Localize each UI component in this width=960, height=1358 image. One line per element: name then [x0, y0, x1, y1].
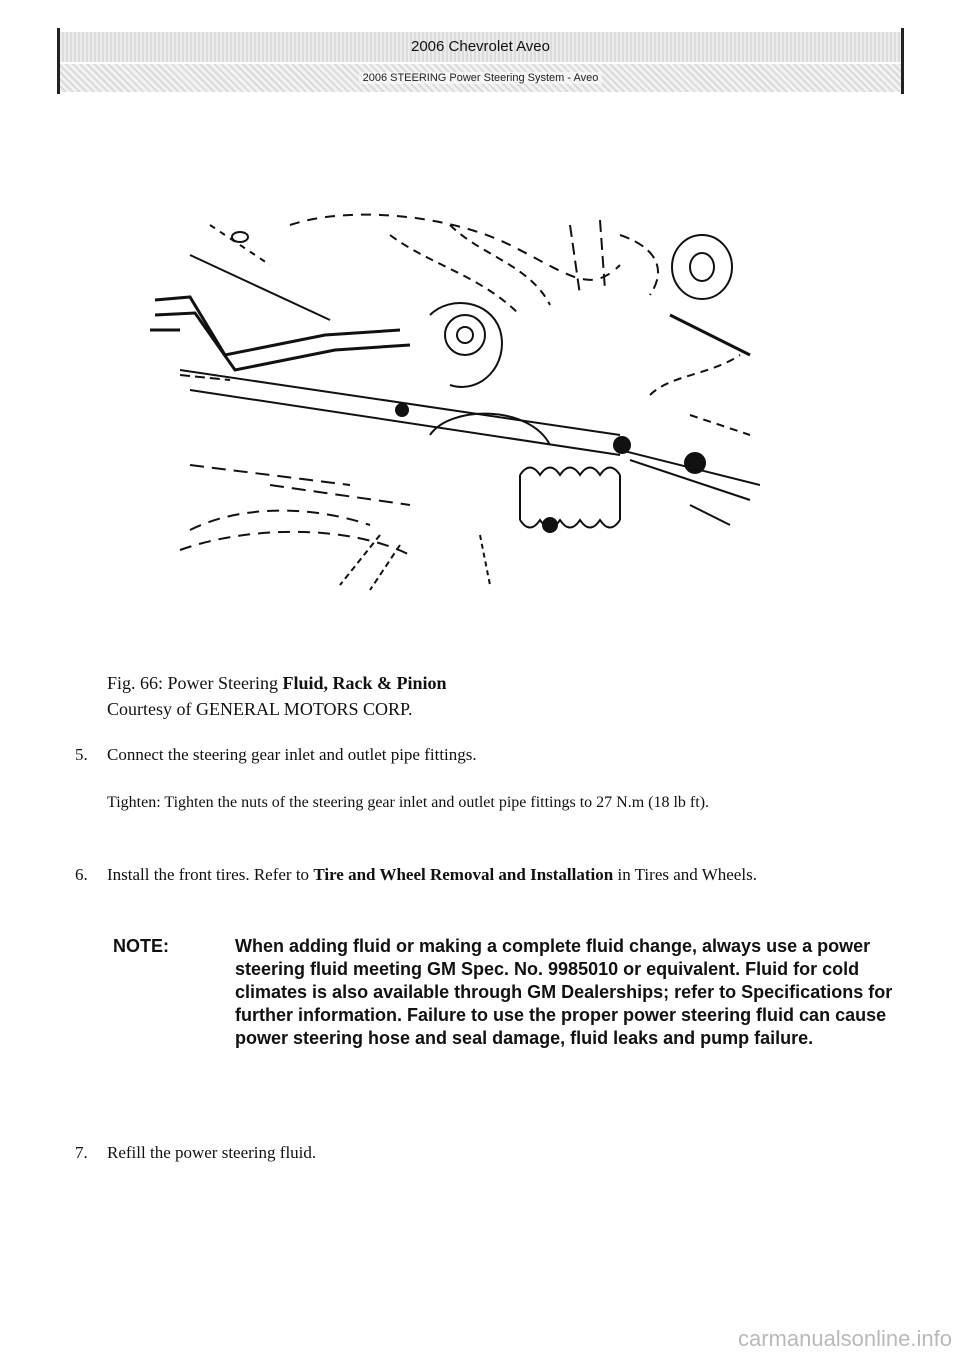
- figure-caption: [107, 670, 447, 722]
- tighten-text: Tighten the nuts of the steering gear inlet and outlet pipe fittings to 27 N.m (18 lb ft).: [160, 794, 710, 811]
- step-6: [75, 862, 905, 888]
- step-number: 6.: [75, 865, 88, 884]
- steering-rack-illustration: [150, 205, 760, 595]
- tighten-label: Tighten:: [107, 794, 161, 811]
- note-label: NOTE:: [113, 936, 169, 956]
- step-5: [75, 742, 905, 768]
- step-text: [107, 862, 905, 888]
- tighten-instruction: [107, 790, 897, 816]
- rack-pinion-line-drawing: [150, 205, 760, 595]
- document-header: [57, 28, 904, 94]
- site-watermark: carmanualsonline.info: [737, 1326, 952, 1351]
- step-7: [75, 1140, 905, 1166]
- step-text: Refill the power steering fluid.: [107, 1143, 317, 1162]
- step-text: Connect the steering gear inlet and outlet pipe fittings.: [107, 745, 477, 764]
- header-subtitle-bar: [60, 64, 901, 92]
- caption-line-2: Courtesy of GENERAL MOTORS CORP.: [107, 699, 413, 719]
- caption-line-1: [107, 670, 447, 696]
- header-subtitle: 2006 STEERING Power Steering System - Aveo: [359, 72, 603, 84]
- step-number: 5.: [75, 745, 88, 764]
- note-text: When adding fluid or making a complete fluid change, always use a power steering fluid meeting GM Spec. No. 9985010 or equivalent. Fluid for cold climates is also available through GM Dealerships; refer to Specifications for further information. Failure to use the proper power steering fluid can cause power steering hose and seal damage, fluid leaks and pump failure.: [235, 936, 893, 1048]
- step-number: 7.: [75, 1143, 88, 1162]
- step-text-suffix: in Tires and Wheels.: [613, 865, 757, 884]
- header-title: 2006 Chevrolet Aveo: [411, 38, 550, 55]
- tire-wheel-link[interactable]: Tire and Wheel Removal and Installation: [313, 865, 614, 884]
- note-block: [113, 935, 903, 1050]
- caption-bold-text: Fluid, Rack & Pinion: [282, 673, 447, 693]
- caption-prefix: Fig. 66: Power Steering: [107, 673, 283, 693]
- header-title-bar: [60, 32, 901, 62]
- step-text-prefix: Install the front tires. Refer to: [107, 865, 314, 884]
